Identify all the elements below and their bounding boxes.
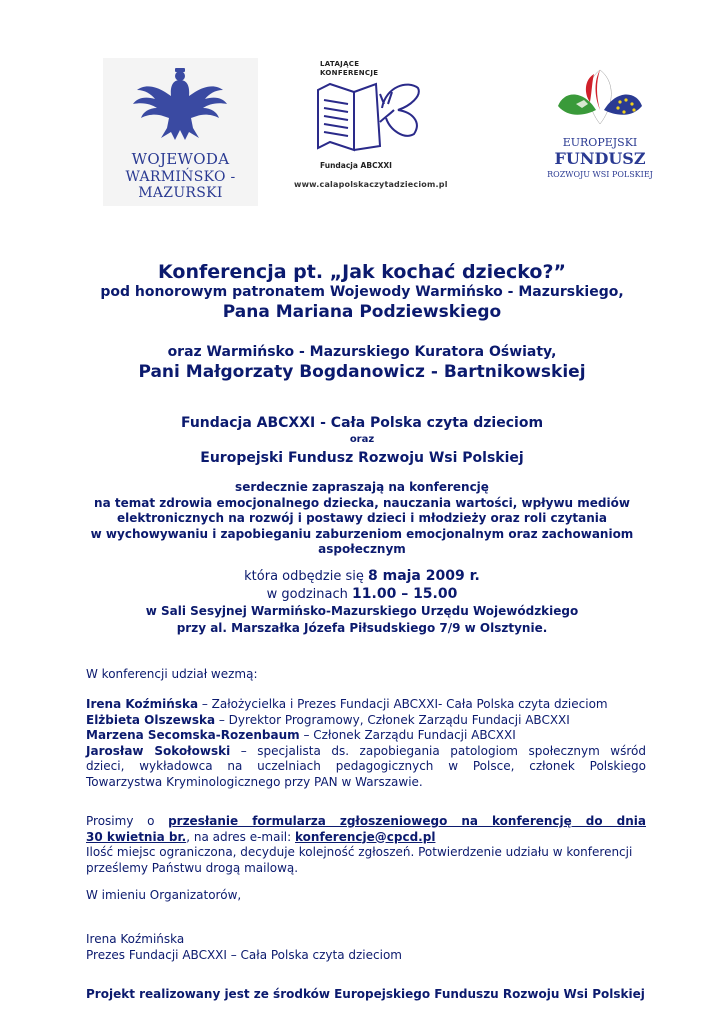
book-butterfly-icon [310, 78, 428, 160]
participant-role: – specjalista ds. zapobiegania patologiom społecznym wśród [230, 743, 646, 758]
curator-line: oraz Warmińsko - Mazurskiego Kuratora Oświaty, [167, 344, 557, 360]
event-time-prefix: w godzinach [266, 587, 348, 602]
invitation-line: w wychowywaniu i zapobieganiu zaburzeniom emocjonalnym oraz zachowaniom [90, 526, 634, 541]
wojewoda-logo-line1: WOJEWODA [131, 150, 230, 168]
participant-role: – Założycielka i Prezes Fundacji ABCXXI- Cała Polska czyta dzieciom [198, 697, 608, 711]
signature-block [86, 932, 646, 963]
registration-deadline: 30 kwietnia br. [86, 829, 187, 844]
efrwp-logo-line1: EUROPEJSKI [562, 136, 638, 149]
participant-name: Marzena Secomska-Rozenbaum [86, 728, 300, 742]
efrwp-logo-line2: FUNDUSZ [554, 149, 646, 168]
email-prefix: , na adres e-mail: [186, 829, 295, 844]
organizer-2: Europejski Fundusz Rozwoju Wsi Polskiej [200, 450, 524, 466]
registration-request [86, 814, 646, 876]
event-venue: w Sali Sesyjnej Warmińsko-Mazurskiego Urzędu Wojewódzkiego [145, 604, 579, 618]
signature-greeting: W imieniu Organizatorów, [86, 888, 242, 902]
signature-title: Prezes Fundacji ABCXXI – Cała Polska czyta dzieciom [86, 947, 402, 962]
participant-role: – Dyrektor Programowy, Członek Zarządu Fundacji ABCXXI [215, 712, 570, 727]
latajace-logo-www: www.calapolskaczytadzieciom.pl [294, 180, 448, 189]
invitation-text [60, 480, 664, 558]
invitation-line: serdecznie zapraszają na konferencję [235, 480, 489, 494]
event-address: przy al. Marszałka Józefa Piłsudskiego 7/9 w Olsztynie. [176, 621, 548, 635]
organizer-1: Fundacja ABCXXI - Cała Polska czyta dzieciom [180, 415, 544, 431]
registration-line-3: Ilość miejsc ograniczona, decyduje kolejność zgłoszeń. Potwierdzenie udziału w konferencji [86, 845, 633, 859]
efrwp-logo [534, 66, 666, 194]
event-date-prefix: która odbędzie się [244, 569, 364, 584]
event-date: 8 maja 2009 r. [367, 568, 480, 584]
patron-1-name: Pana Mariana Podziewskiego [222, 302, 502, 322]
event-date-line [60, 568, 664, 584]
registration-prefix: Prosimy o [86, 814, 169, 828]
participant-name: Elżbieta Olszewska [86, 712, 216, 727]
wojewoda-logo-line2: WARMIŃSKO - MAZURSKI [125, 169, 236, 201]
participant-row [86, 713, 646, 729]
event-time: 11.00 – 15.00 [352, 586, 458, 602]
latajace-logo-fundacja: Fundacja ABCXXI [320, 161, 392, 170]
participant-name: Irena Koźmińska [86, 697, 199, 711]
eagle-emblem-icon [115, 66, 246, 148]
patronage-line: pod honorowym patronatem Wojewody Warmińsko - Mazurskiego, [100, 284, 624, 300]
latajace-logo-line2: KONFERENCJE [320, 69, 379, 77]
efrwp-emblem-icon [554, 66, 646, 130]
event-time-line [60, 586, 664, 602]
participants-list [86, 697, 646, 790]
invitation-line: aspołecznym [318, 542, 406, 556]
invitation-line: na temat zdrowia emocjonalnego dziecka, nauczania wartości, wpływu mediów [94, 495, 630, 510]
registration-line-1 [86, 814, 646, 830]
latajace-konferencje-logo [292, 58, 448, 198]
conference-title: Konferencja pt. „Jak kochać dziecko?” [158, 261, 566, 283]
patron-2-name: Pani Małgorzaty Bogdanowicz - Bartnikowskiej [138, 362, 586, 382]
participant-role-continued: dzieci, wykładowca na uczelniach pedagogicznych w Polsce, członek Polskiego [86, 759, 646, 773]
participant-role: – Członek Zarządu Fundacji ABCXXI [299, 728, 516, 742]
participant-row [86, 728, 646, 744]
email-link[interactable]: konferencje@cpcd.pl [295, 829, 436, 844]
efrwp-logo-line3: ROZWOJU WSI POLSKIEJ [547, 170, 653, 179]
participant-name: Jarosław Sokołowski [86, 743, 231, 758]
registration-line-2 [86, 830, 646, 846]
organizers-and: oraz [349, 434, 375, 445]
funding-footer: Projekt realizowany jest ze środków Europejskiego Funduszu Rozwoju Wsi Polskiej [86, 987, 645, 1001]
signature-name: Irena Koźmińska [86, 932, 185, 946]
participant-row [86, 744, 646, 760]
participant-role-continued: Towarzystwa Kryminologicznego przy PAN w Warszawie. [86, 774, 423, 789]
registration-form-link[interactable]: przesłanie formularza zgłoszeniowego na konferencję do dnia [168, 814, 646, 828]
participant-row [86, 697, 646, 713]
wojewoda-logo [103, 58, 258, 206]
invitation-line: elektronicznych na rozwój i postawy dzieci i młodzieży oraz roli czytania [116, 511, 608, 525]
participants-intro: W konferencji udział wezmą: [86, 667, 258, 681]
latajace-logo-line1: LATAJĄCE [320, 60, 360, 68]
registration-line-4: prześlemy Państwu drogą mailową. [86, 860, 299, 875]
